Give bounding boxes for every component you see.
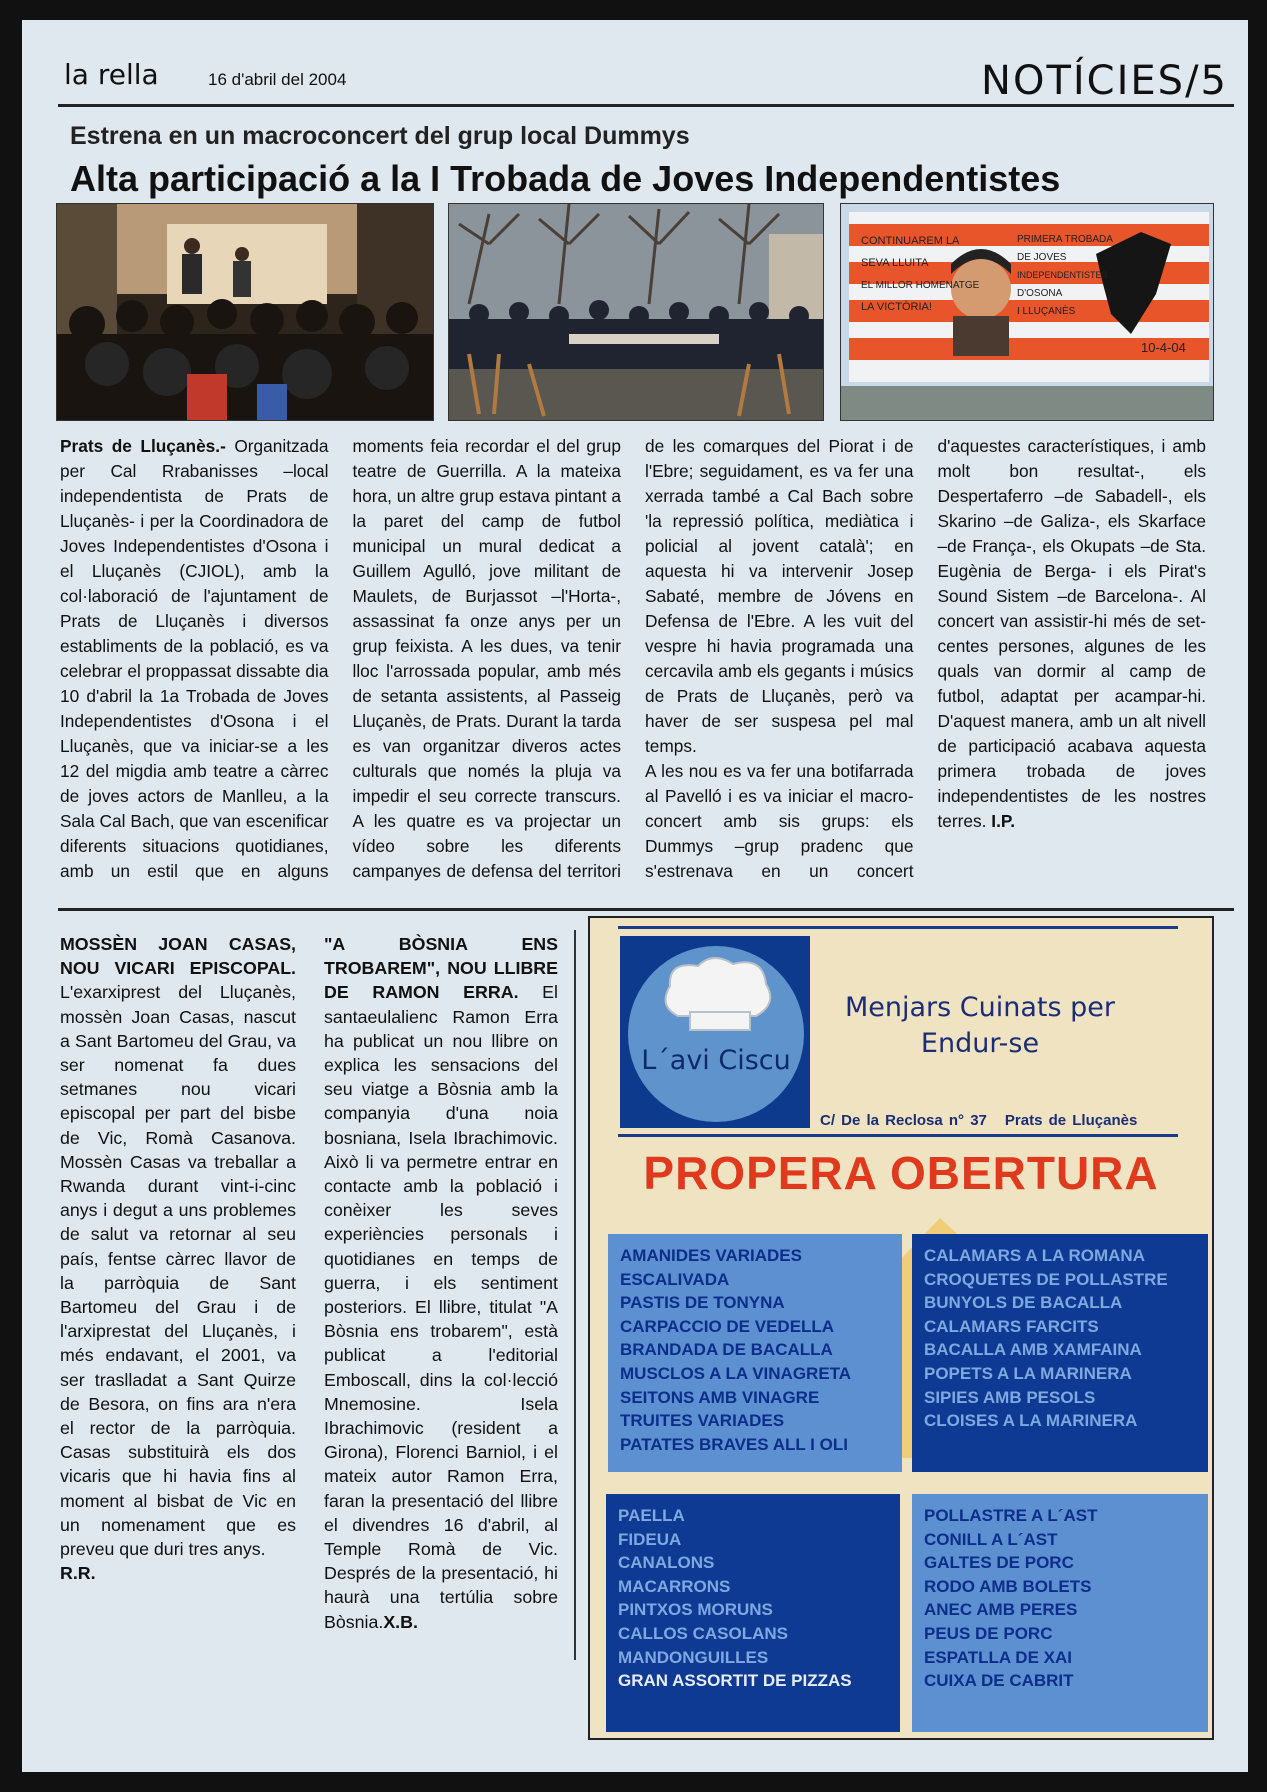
menu-box-mains xyxy=(606,1494,900,1732)
menu-item: POLLASTRE A L´AST xyxy=(924,1506,1098,1525)
svg-text:PRIMERA TROBADA: PRIMERA TROBADA xyxy=(1017,234,1113,245)
ad-rule xyxy=(618,926,1178,929)
menu-item: PAELLA xyxy=(618,1506,685,1525)
brief-text: El santaeulalienc Ramon Erra ha publicat un nou llibre on explica les sensacions del seu viatge a Bòsnia amb la companyia d'una noia bosniana, Isela Ibrachimovic. Això li va permetre entrar en contacte amb la població i conèixer les seves experiències personals i quotidianes en temps de guerra, i els sentiment posteriors. El llibre, titulat "A Bòsnia ens trobarem", està publicat a l'editorial Emboscall, dins la col·lecció Mnemosine. Isela Ibrachimovic (resident a Girona), Florenci Barniol, i el mateix autor Ramon Erra, faran la presentació del llibre el divendres 16 d'abril, al Temple Romà de Vic. Després de la presentació, hi haurà una tertúlia sobre Bòsnia. xyxy=(324,982,558,1632)
menu-item: SIPIES AMB PESOLS xyxy=(924,1387,1096,1407)
article-kicker: Estrena en un macroconcert del grup local Dummys xyxy=(70,122,690,150)
menu-item: ESCALIVADA xyxy=(620,1269,730,1289)
brief-vicari xyxy=(60,932,296,1585)
menu-item: CALAMARS A LA ROMANA xyxy=(924,1246,1145,1265)
photo-outdoor-lunch xyxy=(448,203,824,421)
menu-item: PINTXOS MORUNS xyxy=(618,1600,773,1620)
menu-item: TRUITES VARIADES xyxy=(620,1411,785,1431)
menu-item: PASTIS DE TONYNA xyxy=(620,1293,785,1313)
ad-address xyxy=(820,1112,1137,1129)
menu-item: PEUS DE PORC xyxy=(924,1623,1053,1643)
logo-name: L´avi Ciscu xyxy=(641,1045,791,1076)
menu-item: CARPACCIO DE VEDELLA xyxy=(620,1316,835,1336)
menu-item: ESPATLLA DE XAI xyxy=(924,1647,1072,1667)
svg-text:10-4-04: 10-4-04 xyxy=(1141,340,1186,355)
menu-item: FIDEUA xyxy=(618,1529,682,1549)
svg-text:I LLUÇANÈS: I LLUÇANÈS xyxy=(1017,306,1076,317)
menu-item: CUIXA DE CABRIT xyxy=(924,1671,1074,1691)
menu-item: GRAN ASSORTIT DE PIZZAS xyxy=(618,1671,852,1691)
issue-date: 16 d'abril del 2004 xyxy=(208,70,347,89)
ad-street: C/ De la Reclosa n° 37 xyxy=(820,1112,987,1129)
menu-item: CALAMARS FARCITS xyxy=(924,1316,1099,1336)
ad-logo xyxy=(620,936,810,1128)
ad-headline: PROPERA OBERTURA xyxy=(643,1147,1159,1199)
svg-text:DE JOVES: DE JOVES xyxy=(1017,252,1067,263)
menu-item: BACALLA AMB XAMFAINA xyxy=(924,1340,1142,1360)
article-lead: Prats de Lluçanès.- xyxy=(60,436,226,456)
menu-box-starters xyxy=(608,1234,902,1472)
menu-item: CALLOS CASOLANS xyxy=(618,1623,788,1643)
menu-item: GALTES DE PORC xyxy=(924,1553,1074,1573)
column-rule xyxy=(574,930,576,1660)
menu-item: ANEC AMB PERES xyxy=(924,1600,1078,1620)
svg-text:D'OSONA: D'OSONA xyxy=(1017,288,1063,299)
publication-name: la rella xyxy=(64,58,159,91)
menu-item: MANDONGUILLES xyxy=(618,1647,769,1667)
brief-signature: X.B. xyxy=(383,1611,418,1632)
article-signature: I.P. xyxy=(991,811,1015,831)
menu-item: PATATES BRAVES ALL I OLI xyxy=(620,1434,848,1454)
menu-item: POPETS A LA MARINERA xyxy=(924,1363,1132,1383)
chef-hat-icon xyxy=(628,946,804,1046)
photo-theatre xyxy=(56,203,434,421)
restaurant-ad xyxy=(588,916,1214,1740)
menu-item: MACARRONS xyxy=(618,1576,731,1596)
brief-bosnia xyxy=(324,932,558,1634)
menu-box-tapas xyxy=(912,1234,1208,1472)
page-header xyxy=(58,40,1234,107)
menu-item: CANALONS xyxy=(618,1553,715,1573)
menu-item: BRANDADA DE BACALLA xyxy=(620,1340,833,1360)
ad-tagline: Menjars Cuinats per Endur-se xyxy=(844,992,1116,1059)
main-article-body xyxy=(60,434,1206,904)
section-title: NOTÍCIES/5 xyxy=(981,58,1228,104)
article-headline: Alta participació a la I Trobada de Joves Independentistes xyxy=(70,158,1061,199)
menu-item: BUNYOLS DE BACALLA xyxy=(924,1293,1123,1313)
ad-rule xyxy=(618,1134,1178,1137)
newspaper-page xyxy=(22,20,1248,1772)
logo-circle xyxy=(628,946,804,1122)
brief-text: L'exarxiprest del Lluçanès, mossèn Joan Casas, nascut a Sant Bartomeu del Grau, va ser nomenat fa dues setmanes nou vicari episcopal per part del bisbe de Vic, Romà Casanova. Mossèn Casas va treballar a Rwanda durant vint-i-cinc anys i degut a uns problemes de salut va retornar al seu país, fentse càrrec llavor de la parròquia de Sant Bartomeu del Grau i de l'arxiprestat del Lluçanès, i més endavant, el 2001, va ser traslladat a Sant Quirze de Besora, on fins ara n'era el rector de la parròquia. Casas substituirà els dos vicaris que hi havia fins al moment al bisbat de Vic en un nomenament que es preveu que duri tres anys. xyxy=(60,982,296,1560)
svg-text:SEVA LLUITA: SEVA LLUITA xyxy=(861,257,929,269)
photo-mural xyxy=(840,203,1214,421)
menu-item: CLOISES A LA MARINERA xyxy=(924,1411,1138,1431)
menu-item: MUSCLOS A LA VINAGRETA xyxy=(620,1363,852,1383)
menu-item: SEITONS AMB VINAGRE xyxy=(620,1387,820,1407)
svg-text:CONTINUAREM LA: CONTINUAREM LA xyxy=(861,235,960,247)
svg-text:INDEPENDENTISTES: INDEPENDENTISTES xyxy=(1017,270,1108,280)
menu-item: CONILL A L´AST xyxy=(924,1529,1058,1549)
brief-signature: R.R. xyxy=(60,1563,96,1584)
menu-box-roasts xyxy=(912,1494,1208,1732)
menu-item: CROQUETES DE POLLASTRE xyxy=(924,1269,1168,1289)
svg-text:LA VICTÒRIA!: LA VICTÒRIA! xyxy=(861,301,932,313)
article-text: Organitzada per Cal Rrabanisses –local independentista de Prats de Lluçanès- i per la Coordinadora de Joves Independentistes d'Osona i el Lluçanès (CJIOL), amb la col·laboració de l'ajuntament de Prats de Lluçanès i diversos establiments de la població, es va celebrar el proppassat dissabte dia 10 d'abril la 1a Trobada de Joves Independentistes d'Osona i el Lluçanès, que va iniciar-se a les 12 del migdia amb teatre a càrrec de joves actors de Manlleu, a la Sala Cal Bach, que van escenificar diferents situacions quotidianes, amb un estil que en alguns moments feia recordar el del grup teatre de Guerrilla. A la mateixa hora, un altre grup estava pintant a la paret del camp de futbol municipal un mural dedicat a Guillem Agulló, jove militant de Maulets, de Burjassot –l'Horta-, assassinat fa onze anys per un grup feixista. A les dues, va tenir lloc l'arrossada popular, amb més de setanta assistents, al Passeig Lluçanès, de Prats. Durant la tarda es van organitzar diveros actes culturals que només la pluja va impedir el seu correcte transcurs. A les quatre es va projectar un vídeo sobre les diferents campanyes de defensa del territori de les comarques del Piorat i de l'Ebre; seguidament, es va fer una xerrada també a Cal Bach sobre 'la repressió política, mediàtica i policial al jovent català'; en aquesta hi va intervenir Josep Sabaté, membre de Jóvens en Defensa de l'Ebre. A les vuit del vespre hi havia programada una cercavila amb els gegants i músics de Prats de Lluçanès, però va haver de ser suspesa pel mal temps. xyxy=(60,436,914,881)
ad-town: Prats de Lluçanès xyxy=(1004,1112,1138,1129)
menu-item: RODO AMB BOLETS xyxy=(924,1576,1092,1596)
brief-title: MOSSÈN JOAN CASAS, NOU VICARI EPISCOPAL. xyxy=(60,934,296,979)
article-text-2: A les nou es va fer una botifarrada al Pavelló i es va iniciar el macro-concert amb sis grups: els Dummys –grup pradenc que s'estrenava en un concert d'aquestes característiques, i amb molt bon resultat-, els Despertaferro –de Sabadell-, els Skarino –de Galiza-, els Skarface –de França-, els Okupats –de Sta. Eugènia de Berga- i els Pirat's Sound Sistem –de Barcelona-. Al concert van assistir-hi més de set-centes persones, algunes de les quals van dormir al camp de futbol, adaptat per acampar-hi. D'aquest manera, amb un alt nivell de participació acabava aquesta primera trobada de joves independentistes de les nostres terres. xyxy=(645,436,1206,881)
menu-item: AMANIDES VARIADES xyxy=(620,1246,802,1265)
svg-text:EL MILLOR HOMENATGE: EL MILLOR HOMENATGE xyxy=(861,280,980,291)
brief-title: "A BÒSNIA ENS TROBAREM", NOU LLIBRE DE RAMON ERRA. xyxy=(324,934,558,1003)
section-divider xyxy=(58,908,1234,911)
